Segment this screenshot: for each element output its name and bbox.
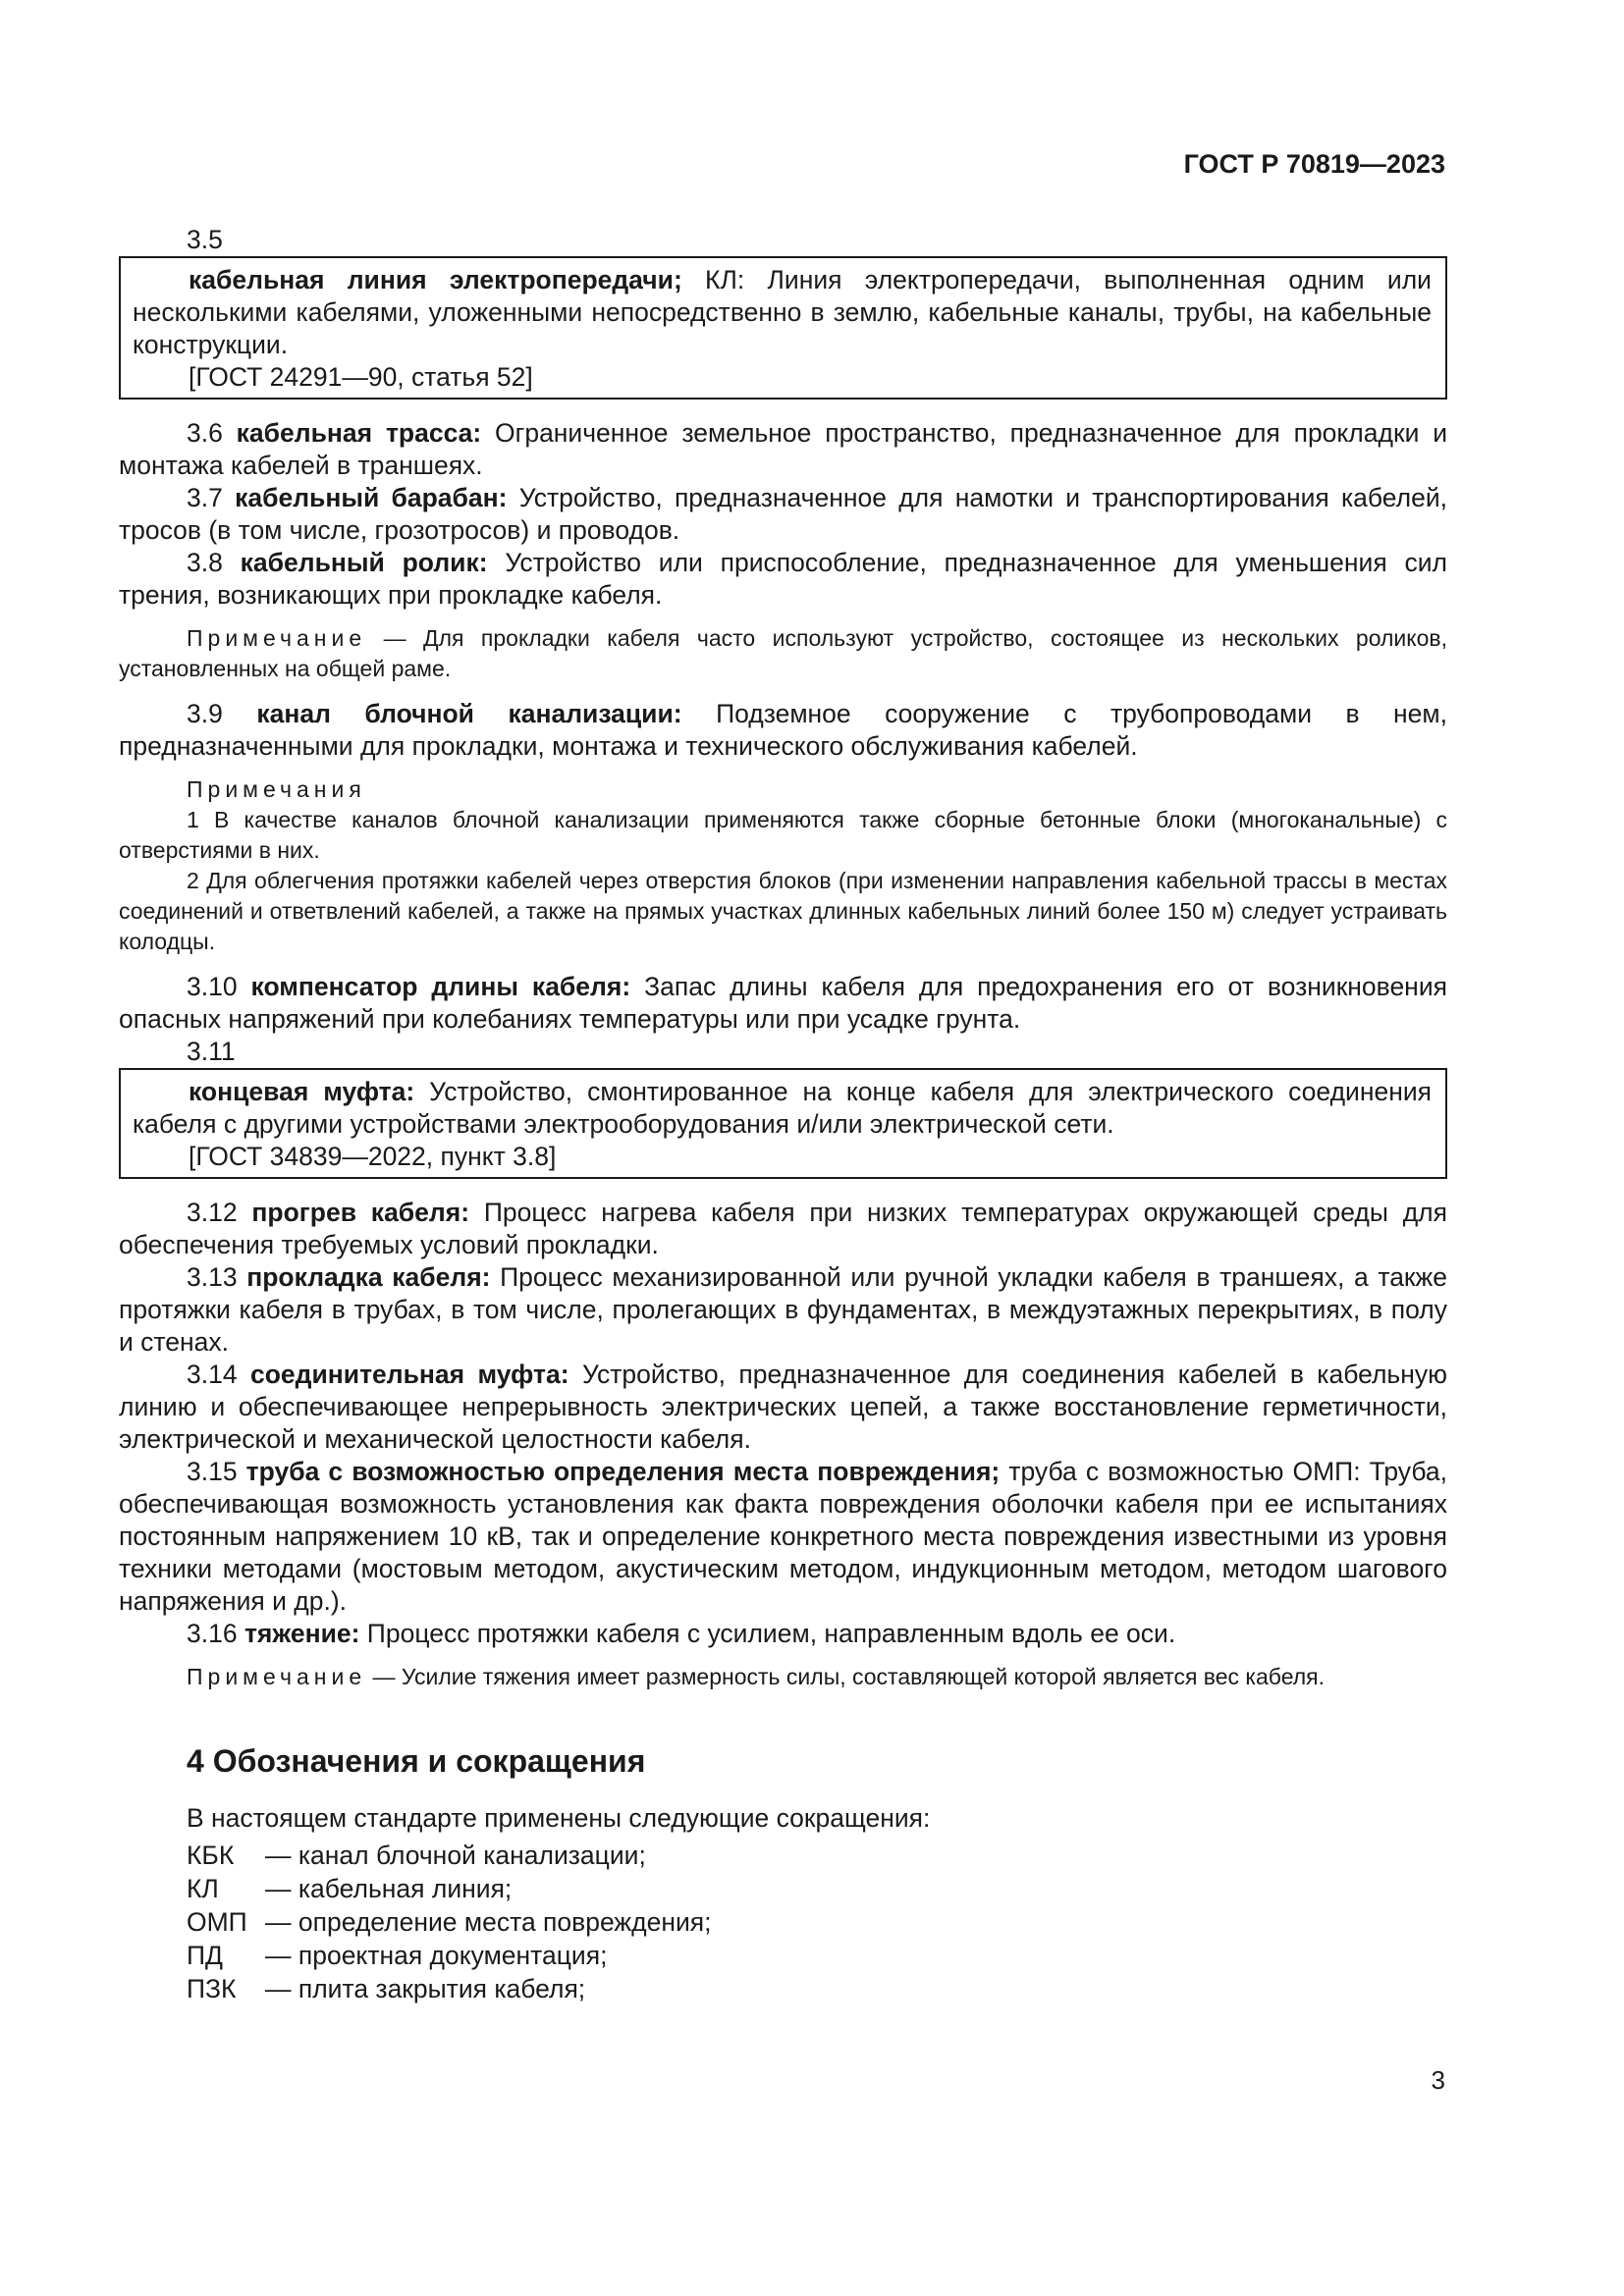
note: Примечание — Усилие тяжения имеет размерность силы, составляющей которой является вес кабеля.	[187, 1664, 1326, 1689]
term-definition: 3.13 прокладка кабеля: Процесс механизированной или ручной укладки кабеля в траншеях, а также протяжки кабеля в трубах, в том числе, пролегающих в фундаментах, в междуэтажных перекрытиях, в полу и стенах.	[119, 1262, 1447, 1357]
page-number: 3	[1431, 2065, 1445, 2095]
term-definition: 3.10 компенсатор длины кабеля: Запас длины кабеля для предохранения его от возникновения опасных напряжений при колебаниях температуры или при усадке грунта.	[119, 972, 1447, 1034]
document-id: ГОСТ Р 70819—2023	[1183, 149, 1445, 179]
term-name: кабельная линия электропередачи;	[189, 265, 682, 294]
term-definition: 3.15 труба с возможностью определения места повреждения; труба с возможностью ОМП: Труба, обеспечивающая возможность установления как факта повреждения оболочки кабеля при ее испытаниях постоянным напряжением 10 кВ, так и определение конкретного места повреждения известными из уровня техники методами (мостовым методом, акустическим методом, индукционным методом, методом шагового напряжения и др.).	[119, 1457, 1447, 1616]
term-definition: 3.16 тяжение: Процесс протяжки кабеля с усилием, направленным вдоль ее оси.	[187, 1619, 1176, 1648]
abbreviation-item: КЛ — кабельная линия;	[187, 1874, 513, 1903]
abbreviation-item: КБК — канал блочной канализации;	[187, 1841, 646, 1870]
notes	[119, 774, 1447, 957]
note-item: 1 В качестве каналов блочной канализации применяются также сборные бетонные блоки (многоканальные) с отверстиями в них.	[119, 807, 1447, 863]
term-definition: 3.14 соединительная муфта: Устройство, предназначенное для соединения кабелей в кабельную линию и обеспечивающее непрерывность электрических цепей, а также восстановление герметичности, электрической и механической целостности кабеля.	[119, 1360, 1447, 1454]
note-item: 2 Для облегчения протяжки кабелей через отверстия блоков (при изменении направления кабельной трассы в местах соединений и ответвлений кабелей, а также на прямых участках длинных кабельных линий более 150 м) следует устраивать колодцы.	[119, 868, 1447, 954]
page-content	[119, 224, 1447, 2005]
term-number: 3.5	[187, 225, 223, 254]
term-definition: 3.7 кабельный барабан: Устройство, предназначенное для намотки и транспортирования кабелей, тросов (в том числе, грозотросов) и проводов.	[119, 483, 1448, 545]
term-definition: 3.6 кабельная трасса: Ограниченное земельное пространство, предназначенное для прокладки и монтажа кабелей в траншеях.	[119, 418, 1448, 480]
section-intro: В настоящем стандарте применены следующие сокращения:	[187, 1803, 931, 1833]
term-definition: 3.12 прогрев кабеля: Процесс нагрева кабеля при низких температурах окружающей среды для обеспечения требуемых условий прокладки.	[119, 1198, 1447, 1259]
term-source: [ГОСТ 34839—2022, пункт 3.8]	[189, 1142, 557, 1171]
term-definition: 3.8 кабельный ролик: Устройство или приспособление, предназначенное для уменьшения сил трения, возникающих при прокладке кабеля.	[119, 548, 1447, 610]
note-label: Примечания	[187, 776, 366, 802]
term-definition: концевая муфта: Устройство, смонтированное на конце кабеля для электрического соединения кабеля с другими устройствами электрооборудования и/или электрической сети.	[133, 1077, 1432, 1139]
abbreviation-item: ПЗК — плита закрытия кабеля;	[187, 1974, 586, 2003]
term-definition: кабельная линия электропередачи; КЛ: Линия электропередачи, выполненная одним или несколькими кабелями, уложенными непосредственно в землю, кабельные каналы, трубы, на кабельные конструкции.	[133, 265, 1432, 359]
note: Примечание — Для прокладки кабеля часто используют устройство, состоящее из нескольких роликов, установленных на общей раме.	[119, 625, 1447, 681]
note-label: Примечание	[187, 1664, 367, 1689]
note-label: Примечание	[187, 625, 367, 651]
section-heading: 4 Обозначения и сокращения	[187, 1743, 646, 1779]
term-source: [ГОСТ 24291—90, статья 52]	[189, 362, 533, 392]
abbreviation-item: ОМП — определение места повреждения;	[187, 1907, 712, 1937]
term-definition: 3.9 канал блочной канализации: Подземное сооружение с трубопроводами в нем, предназначенными для прокладки, монтажа и технического обслуживания кабелей.	[119, 699, 1448, 761]
abbreviation-item: ПД — проектная документация;	[187, 1941, 608, 1970]
term-number: 3.11	[187, 1037, 236, 1066]
term-name: концевая муфта:	[189, 1077, 415, 1106]
quoted-term-box	[119, 1068, 1447, 1179]
quoted-term-box	[119, 256, 1447, 400]
